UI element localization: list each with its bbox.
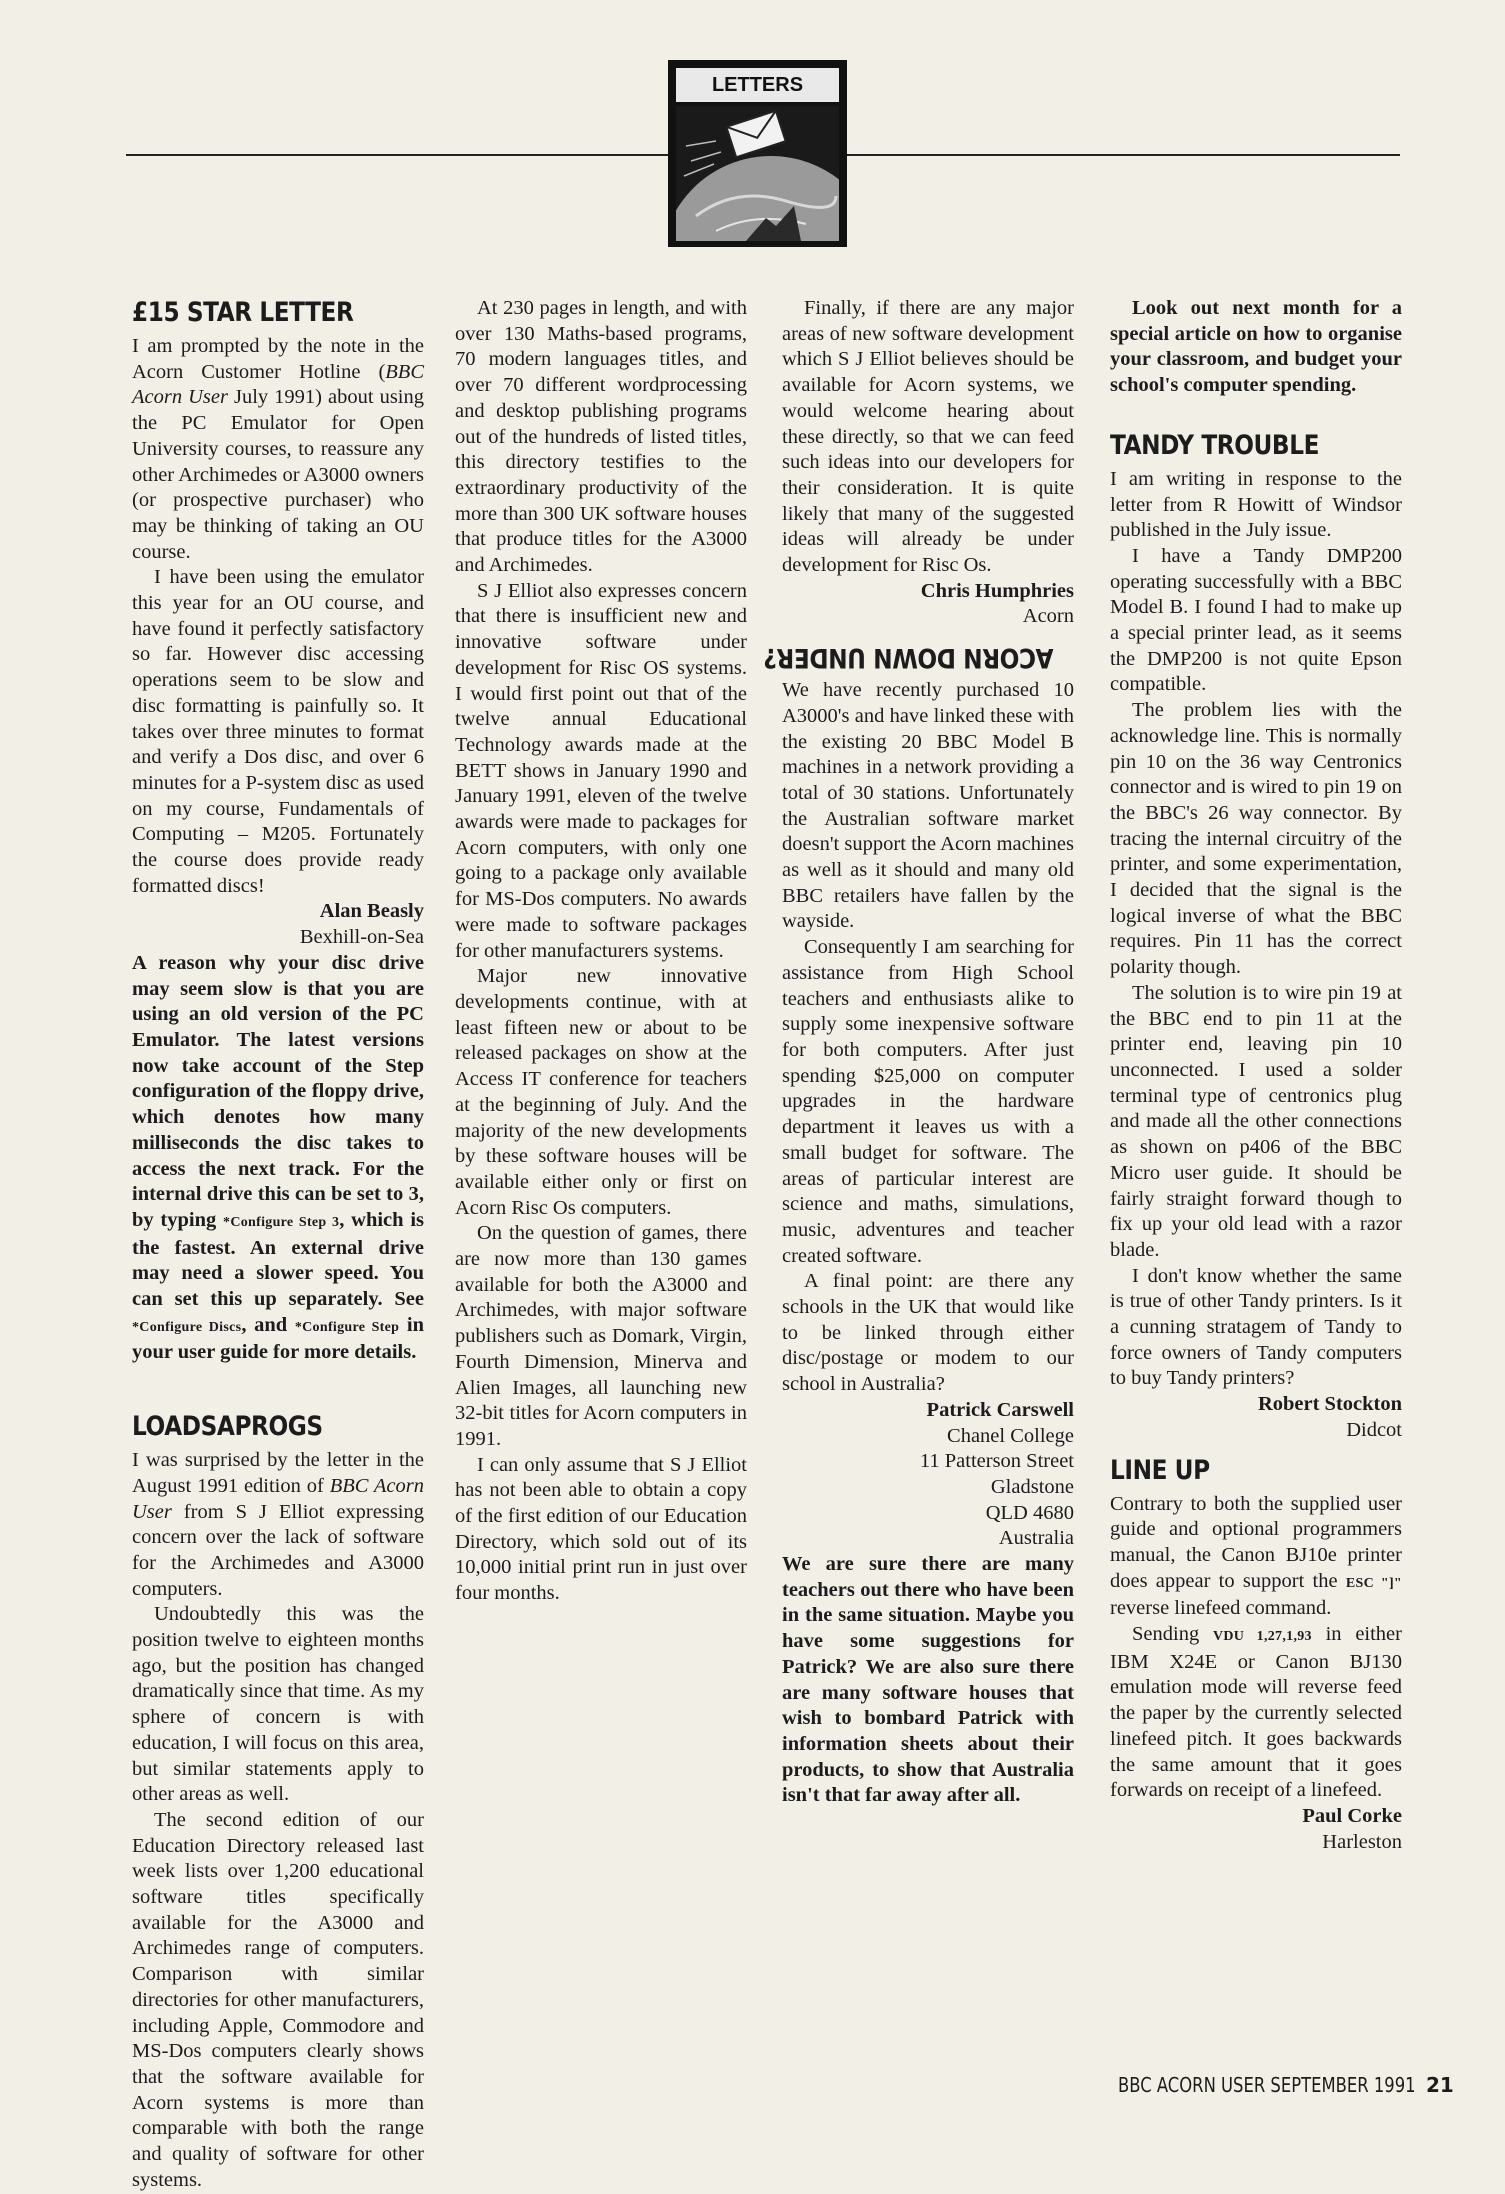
line-up-place: Harleston xyxy=(1322,1830,1402,1853)
page-footer xyxy=(1118,2070,1458,2100)
letters-logo xyxy=(668,60,847,247)
column-4 xyxy=(1110,296,1402,1855)
line-up-heading: LINE UP xyxy=(1110,1454,1210,1486)
page-number: 21 xyxy=(1426,2073,1454,2097)
envelope-globe-icon xyxy=(676,106,839,241)
column-1 xyxy=(132,296,424,2194)
acorn-down-under-p2: Consequently I am searching for assistance from High School teachers and enthusiasts alike to supply some inexpensive software for both computers. After just spending $25,000 on computer upgrades in the hardware department it leaves us with a small budget for software. The areas of particular interest are science and maths, simulations, music, adventures and teacher created software. xyxy=(782,936,1074,1267)
line-up-p1: Contrary to both the supplied user guide and optional programmers manual, the Canon BJ10e printer does appear to support the ESC "]" reverse linefeed command. xyxy=(1110,1492,1402,1620)
acorn-down-under-reply2: Look out next month for a special article on how to organise your classroom, and budget your school's computer spending. xyxy=(1110,297,1402,397)
star-letter-place: Bexhill-on-Sea xyxy=(299,926,424,949)
address-line: QLD 4680 xyxy=(985,1501,1074,1524)
loadsaprogs-place: Acorn xyxy=(1022,605,1074,628)
star-letter-p2: I have been using the emulator this year for an OU course, and have found it perfectly satisfactory so far. However disc accessing operations seem to be slow and disc formatting is painfully so. It takes over three minutes to format and verify a Dos disc, and over 6 minutes for a P-system disc as used on my course, Fundamentals of Computing – M205. Fortunately the course does provide ready formatted discs! xyxy=(132,566,424,897)
line-up-p2: Sending VDU 1,27,1,93 in either IBM X24E or Canon BJ130 emulation mode will reverse feed the paper by the currently selected linefeed pitch. It goes backwards the same amount that it goes forwards on receipt of a linefeed. xyxy=(1110,1623,1402,1802)
acorn-down-under-author: Patrick Carswell xyxy=(926,1398,1074,1421)
header-rule-left xyxy=(126,154,668,156)
address-line: Gladstone xyxy=(990,1475,1074,1498)
column-3 xyxy=(763,296,1074,1809)
tandy-p5: I don't know whether the same is true of other Tandy printers. Is it a cunning stratagem of Tandy to force owners of Tandy computers to buy Tandy printers? xyxy=(1110,1264,1402,1390)
tandy-trouble-heading: TANDY TROUBLE xyxy=(1110,429,1320,461)
loadsaprogs-p4: At 230 pages in length, and with over 130 Maths-based programs, 70 modern languages titles, and over 70 different wordprocessing and desktop publishing programs out of the hundreds of listed titles, this directory testifies to the extraordinary productivity of the more than 300 UK software houses that produce titles for the A3000 and Archimedes. xyxy=(455,297,747,577)
loadsaprogs-p7: On the question of games, there are now more than 130 games available for both the A3000 and Archimedes, with major software publishers such as Domark, Virgin, Fourth Dimension, Minerva and Alien Images, all launching new 32-bit titles for Acorn computers in 1991. xyxy=(455,1222,747,1450)
tandy-p1: I am writing in response to the letter from R Howitt of Windsor published in the July issue. xyxy=(1110,467,1402,542)
star-letter-heading: £15 STAR LETTER xyxy=(132,297,354,328)
address-line: Australia xyxy=(998,1527,1074,1550)
star-letter-p1: I am prompted by the note in the Acorn Customer Hotline (BBC Acorn User July 1991) about using the PC Emulator for Open University courses, to reassure any other Archimedes or A3000 owners (or prospective purchaser) who may be thinking of taking an OU course. xyxy=(132,335,425,563)
loadsaprogs-p2: Undoubtedly this was the position twelve to eighteen months ago, but the position has changed dramatically since that time. As my sphere of concern is with education, I will focus on this area, but similar statements apply to other areas as well. xyxy=(132,1603,424,1806)
star-letter-author: Alan Beasly xyxy=(319,900,424,923)
column-2 xyxy=(455,296,747,1607)
loadsaprogs-p1: I was surprised by the letter in the August 1991 edition of BBC Acorn User from S J Elliot expressing concern over the lack of software for the Archimedes and A3000 computers. xyxy=(132,1449,424,1600)
footer-issue: BBC ACORN USER SEPTEMBER 1991 xyxy=(1118,2073,1416,2097)
loadsaprogs-p3: The second edition of our Education Directory released last week lists over 1,200 educational software titles specifically available for the A3000 and Archimedes range of computers. Comparison with similar directories for other manufacturers, including Apple, Commodore and MS-Dos computers clearly shows that the software available for Acorn systems is more than comparable with both the range and quality of software for other systems. xyxy=(132,1808,424,2191)
tandy-p2: I have a Tandy DMP200 operating successfully with a BBC Model B. I found I had to make up a special printer lead, as it seems the DMP200 is not quite Epson compatible. xyxy=(1110,544,1402,696)
loadsaprogs-heading: LOADSAPROGS xyxy=(132,1411,323,1443)
loadsaprogs-p6: Major new innovative developments continue, with at least fifteen new or about to be released packages on show at the Access IT conference for teachers at the beginning of July. And the majority of the new developments by these software houses will be available either only or first on Acorn Risc Os computers. xyxy=(455,965,747,1219)
acorn-down-under-p3: A final point: are there any schools in the UK that would like to be linked through either disc/postage or modem to our school in Australia? xyxy=(782,1270,1074,1396)
acorn-down-under-heading: ACORN DOWN UNDER? xyxy=(763,642,1054,674)
tandy-place: Didcot xyxy=(1346,1418,1402,1441)
line-up-author: Paul Corke xyxy=(1302,1804,1402,1827)
loadsaprogs-p5: S J Elliot also expresses concern that there is insufficient new and innovative software under development for Risc OS systems. I would first point out that of the twelve annual Educational Technology awards made at the BETT shows in January 1990 and January 1991, eleven of the twelve awards were made to packages for Acorn computers, with only one going to a package only available for MS-Dos computers. No awards were made to software packages for other manufacturers systems. xyxy=(455,579,747,962)
star-letter-reply: A reason why your disc drive may seem slow is that you are using an old version of the PC Emulator. The latest versions now take account of the Step configuration of the floppy drive, which denotes how many milliseconds the disc takes to access the next track. For the internal drive this can be set to 3, by typing *Configure Step 3, which is the fastest. An external drive may need a slower speed. You can set this up separately. See *Configure Discs, and *Configure Step in your user guide for more details. xyxy=(132,951,424,1364)
tandy-p4: The solution is to wire pin 19 at the BBC end to pin 11 at the printer end, leaving pin 10 unconnected. I used a solder terminal type of centronics plug and made all the other connections as shown on p406 of the BBC Micro user guide. It should be fairly straight forward though to fix up your old lead with a razor blade. xyxy=(1110,981,1402,1261)
tandy-author: Robert Stockton xyxy=(1257,1393,1402,1416)
acorn-down-under-p1: We have recently purchased 10 A3000's and have linked these with the existing 20 BBC Model B machines in a network providing a total of 30 stations. Unfortunately the Australian software market doesn't support the Acorn machines as well as it should and many old BBC retailers have fallen by the wayside. xyxy=(782,679,1074,933)
address-line: 11 Patterson Street xyxy=(919,1450,1074,1473)
loadsaprogs-author: Chris Humphries xyxy=(920,579,1074,602)
loadsaprogs-p9: Finally, if there are any major areas of new software development which S J Elliot believes should be available for Acorn systems, we would welcome hearing about these directly, so that we can feed such ideas into our developers for their consideration. It is quite likely that many of the suggested ideas will already be under development for Risc Os. xyxy=(782,297,1074,577)
address-line: Chanel College xyxy=(947,1424,1074,1447)
letters-logo-label: LETTERS xyxy=(676,68,839,102)
tandy-p3: The problem lies with the acknowledge line. This is normally pin 10 on the 36 way Centronics connector and is wired to pin 19 on the BBC's 26 way connector. By tracing the internal circuitry of the printer, and some experimentation, I decided that the signal is the logical inverse of what the BBC requires. Pin 11 has the correct polarity though. xyxy=(1110,699,1402,979)
header-rule-right xyxy=(847,154,1400,156)
loadsaprogs-p8: I can only assume that S J Elliot has not been able to obtain a copy of the first edition of our Education Directory, which sold out of its 10,000 initial print run in just over four months. xyxy=(455,1453,747,1605)
acorn-down-under-reply: We are sure there are many teachers out there who have been in the same situation. Maybe you have some suggestions for Patrick? We are also sure there are many software houses that wish to bombard Patrick with information sheets about their products, to show that Australia isn't that far away after all. xyxy=(782,1553,1074,1807)
